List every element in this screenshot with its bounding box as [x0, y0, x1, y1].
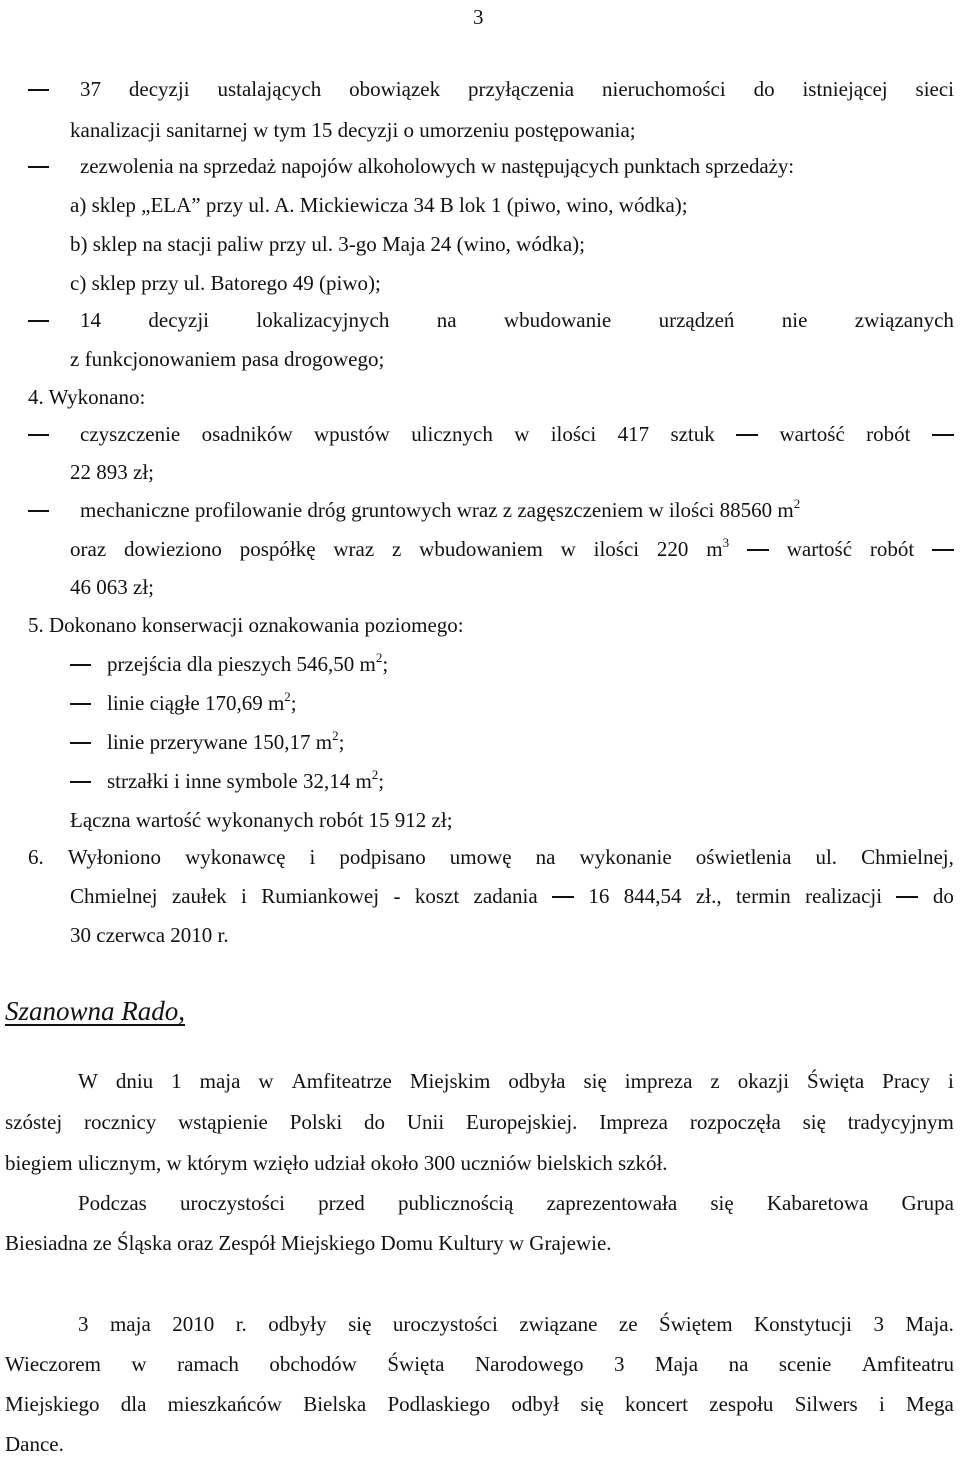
word: lokalizacyjnych	[256, 308, 390, 332]
word: 14	[80, 308, 101, 332]
word: Chmielnej	[70, 884, 158, 908]
text-line: c) sklep przy ul. Batorego 49 (piwo);	[70, 271, 381, 295]
word: obchodów	[269, 1352, 357, 1376]
word: Miejskim	[409, 1069, 491, 1093]
word: dla	[120, 1392, 147, 1416]
item-text: strzałki i inne symbole 32,14 m	[107, 769, 372, 793]
word: 2010	[172, 1312, 215, 1336]
superscript: 2	[793, 496, 801, 511]
word: Wieczorem	[5, 1352, 101, 1376]
word: Maja	[654, 1352, 699, 1376]
word: Maja.	[905, 1312, 954, 1336]
superscript: 2	[332, 728, 339, 743]
word: się	[583, 1069, 607, 1093]
word: 220	[656, 537, 689, 561]
word: wstąpienie	[178, 1110, 268, 1134]
word: Pracy	[882, 1069, 930, 1093]
text-line: 46 063 zł;	[70, 575, 154, 599]
text-line: 22 893 zł;	[70, 460, 154, 484]
word: koszt	[414, 884, 460, 908]
word: Rumiankowej	[261, 884, 380, 908]
justified-line	[80, 421, 954, 447]
word: i	[878, 1392, 885, 1416]
marking-item	[107, 768, 384, 794]
word: odbyła	[508, 1069, 566, 1093]
dash-marker	[70, 703, 91, 705]
inline-dash	[736, 434, 758, 436]
word: zł.,	[695, 884, 722, 908]
marking-item	[107, 729, 344, 755]
superscript: 2	[371, 767, 379, 782]
word: osadników	[201, 422, 293, 446]
word: maja	[109, 1312, 151, 1336]
word: istniejącej	[802, 77, 888, 101]
word: nie	[781, 308, 808, 332]
text-line: zezwolenia na sprzedaż napojów alkoholowych w następujących punktach sprzedaży:	[80, 154, 794, 178]
item-tail: ;	[290, 691, 297, 715]
word: 16	[588, 884, 610, 908]
marking-item	[107, 690, 297, 716]
word: tradycyjnym	[847, 1110, 954, 1134]
word: termin	[735, 884, 791, 908]
justified-line	[5, 1391, 954, 1417]
word: na	[728, 1352, 749, 1376]
word: impreza	[624, 1069, 693, 1093]
word: Chmielnej,	[861, 845, 954, 869]
justified-line	[80, 307, 954, 333]
word: Grupa	[901, 1191, 954, 1215]
item-tail: ;	[382, 652, 389, 676]
item-text: linie ciągłe 170,69 m	[107, 691, 285, 715]
word: mieszkańców	[167, 1392, 282, 1416]
word: w	[258, 1069, 274, 1093]
word: Kabaretowa	[766, 1191, 869, 1215]
word: $m^3$	[706, 535, 730, 561]
word: i	[947, 1069, 954, 1093]
word: ul.	[815, 845, 838, 869]
word: ilości	[593, 537, 640, 561]
word: pospółkę	[239, 537, 316, 561]
word: przyłączenia	[468, 77, 575, 101]
superscript: 2	[284, 689, 291, 704]
text-line: z funkcjonowaniem pasa drogowego;	[70, 347, 385, 371]
text-fragment: mechaniczne profilowanie dróg gruntowych wraz z zagęszczeniem w ilości 88560 m	[80, 498, 794, 522]
word: nieruchomości	[602, 77, 726, 101]
word: ramach	[177, 1352, 239, 1376]
word: wykonawcę	[185, 845, 286, 869]
word: oświetlenia	[695, 845, 792, 869]
word: zespołu	[709, 1392, 774, 1416]
word: uroczystości	[392, 1312, 498, 1336]
word: odbył	[511, 1392, 560, 1416]
word: odbyły	[268, 1312, 327, 1336]
word: 417	[617, 422, 650, 446]
word: ulicznych	[411, 422, 493, 446]
word: się	[802, 1110, 826, 1134]
word: 1	[171, 1069, 182, 1093]
word: umowę	[449, 845, 512, 869]
inline-dash	[932, 434, 954, 436]
word: maja	[199, 1069, 241, 1093]
word: związane	[519, 1312, 598, 1336]
word: w	[131, 1352, 147, 1376]
justified-line	[78, 1190, 954, 1216]
word: W	[78, 1069, 98, 1093]
word: 6.	[28, 845, 44, 869]
word: obowiązek	[349, 77, 441, 101]
word: z	[710, 1069, 720, 1093]
word: okazji	[737, 1069, 790, 1093]
word: wraz	[333, 537, 375, 561]
text-line	[80, 497, 800, 523]
word: Polski	[289, 1110, 343, 1134]
word: Święta	[807, 1069, 865, 1093]
text-line: Biesiadna ze Śląska oraz Zespół Miejskiego Domu Kultury w Grajewie.	[5, 1231, 612, 1255]
word: oraz	[70, 537, 107, 561]
dash-marker	[28, 510, 49, 512]
word: się	[580, 1392, 604, 1416]
inline-dash	[747, 549, 769, 551]
word: zaprezentowała	[546, 1191, 678, 1215]
justified-line	[78, 1311, 954, 1337]
word: r.	[235, 1312, 247, 1336]
item-text: linie przerywane 150,17 m	[107, 730, 333, 754]
word: szóstej	[5, 1110, 63, 1134]
word: ilości	[550, 422, 597, 446]
word: decyzji	[128, 77, 190, 101]
word: robót	[869, 537, 915, 561]
word: czyszczenie	[80, 422, 181, 446]
word: Podlaskiego	[387, 1392, 491, 1416]
word: do	[364, 1110, 386, 1134]
word: rozpoczęła	[689, 1110, 781, 1134]
word: scenie	[778, 1352, 832, 1376]
word: w	[560, 537, 576, 561]
word: i	[309, 845, 316, 869]
word: 844,54	[623, 884, 682, 908]
word: sieci	[915, 77, 954, 101]
word: wartość	[786, 537, 853, 561]
word: Świętem	[659, 1312, 733, 1336]
word: rocznicy	[83, 1110, 157, 1134]
word: wpustów	[313, 422, 390, 446]
text-line: kanalizacji sanitarnej w tym 15 decyzji o umorzeniu postępowania;	[70, 118, 636, 142]
word: Silwers	[794, 1392, 858, 1416]
word: się	[710, 1191, 734, 1215]
word: 37	[80, 77, 101, 101]
word: Amfiteatru	[861, 1352, 954, 1376]
inline-dash	[552, 896, 574, 898]
word: -	[393, 884, 401, 908]
justified-line	[78, 1068, 954, 1094]
word: i	[241, 884, 247, 908]
dash-marker	[28, 166, 49, 168]
word: ustalających	[217, 77, 322, 101]
word: urządzeń	[658, 308, 735, 332]
word: z	[392, 537, 402, 561]
dash-marker	[70, 781, 91, 783]
word: w	[514, 422, 530, 446]
word: do	[753, 77, 775, 101]
justified-line	[5, 1109, 954, 1135]
superscript: 2	[375, 650, 383, 665]
word: Bielska	[303, 1392, 367, 1416]
word: się	[348, 1312, 372, 1336]
word: Mega	[906, 1392, 954, 1416]
word: wartość	[779, 422, 845, 446]
word: koncert	[625, 1392, 689, 1416]
justified-line	[70, 883, 954, 909]
word: 3	[613, 1352, 625, 1376]
word: wbudowanie	[503, 308, 612, 332]
word: związanych	[854, 308, 954, 332]
word: Podczas	[78, 1191, 147, 1215]
text-line: biegiem ulicznym, w którym wzięło udział około 300 uczniów bielskich szkół.	[5, 1151, 668, 1175]
word: zaułek	[171, 884, 227, 908]
word: publicznością	[397, 1191, 514, 1215]
text-line: 30 czerwca 2010 r.	[70, 923, 229, 947]
word: przed	[318, 1191, 365, 1215]
word: Konstytucji	[754, 1312, 853, 1336]
salutation: Szanowna Rado,	[5, 996, 186, 1026]
justified-line	[70, 536, 954, 562]
text-line: b) sklep na stacji paliw przy ul. 3-go Maja 24 (wino, wódka);	[70, 232, 585, 256]
text-line: a) sklep „ELA” przy ul. A. Mickiewicza 34 B lok 1 (piwo, wino, wódka);	[70, 193, 688, 217]
word: realizacji	[805, 884, 883, 908]
dash-marker	[28, 89, 49, 91]
dash-marker	[70, 742, 91, 744]
word: Święta	[387, 1352, 445, 1376]
text-line: Dance.	[5, 1432, 64, 1456]
word: zadania	[473, 884, 538, 908]
justified-line	[28, 844, 954, 870]
word: Europejskiej.	[466, 1110, 578, 1134]
word: dniu	[115, 1069, 154, 1093]
section-heading: 5. Dokonano konserwacji oznakowania poziomego:	[28, 613, 464, 637]
word: Amfiteatrze	[291, 1069, 392, 1093]
justified-line	[80, 76, 954, 102]
word: do	[932, 884, 954, 908]
word: wbudowaniem	[419, 537, 543, 561]
inline-dash	[932, 549, 954, 551]
word: ze	[618, 1312, 638, 1336]
word: decyzji	[148, 308, 210, 332]
item-tail: ;	[338, 730, 345, 754]
word: 3	[78, 1312, 89, 1336]
word: Narodowego	[474, 1352, 584, 1376]
word: dowieziono	[123, 537, 222, 561]
word: wykonanie	[579, 845, 672, 869]
dash-marker	[28, 320, 49, 322]
justified-line	[5, 1351, 954, 1377]
marking-item	[107, 651, 388, 677]
word: uroczystości	[180, 1191, 285, 1215]
word: Wyłoniono	[67, 845, 162, 869]
total-line: Łączna wartość wykonanych robót 15 912 zł;	[70, 808, 453, 832]
superscript: 3	[722, 535, 730, 550]
word: Impreza	[599, 1110, 669, 1134]
word: na	[535, 845, 556, 869]
word: Miejskiego	[5, 1392, 100, 1416]
dash-marker	[28, 434, 49, 436]
word: 3	[873, 1312, 884, 1336]
inline-dash	[896, 896, 918, 898]
word: na	[436, 308, 457, 332]
word: robót	[866, 422, 911, 446]
word: Unii	[406, 1110, 445, 1134]
dash-marker	[70, 664, 91, 666]
item-tail: ;	[378, 769, 385, 793]
section-heading: 4. Wykonano:	[28, 385, 146, 409]
word: podpisano	[339, 845, 426, 869]
page-number: 3	[473, 5, 484, 29]
item-text: przejścia dla pieszych 546,50 m	[107, 652, 376, 676]
word: sztuk	[670, 422, 715, 446]
